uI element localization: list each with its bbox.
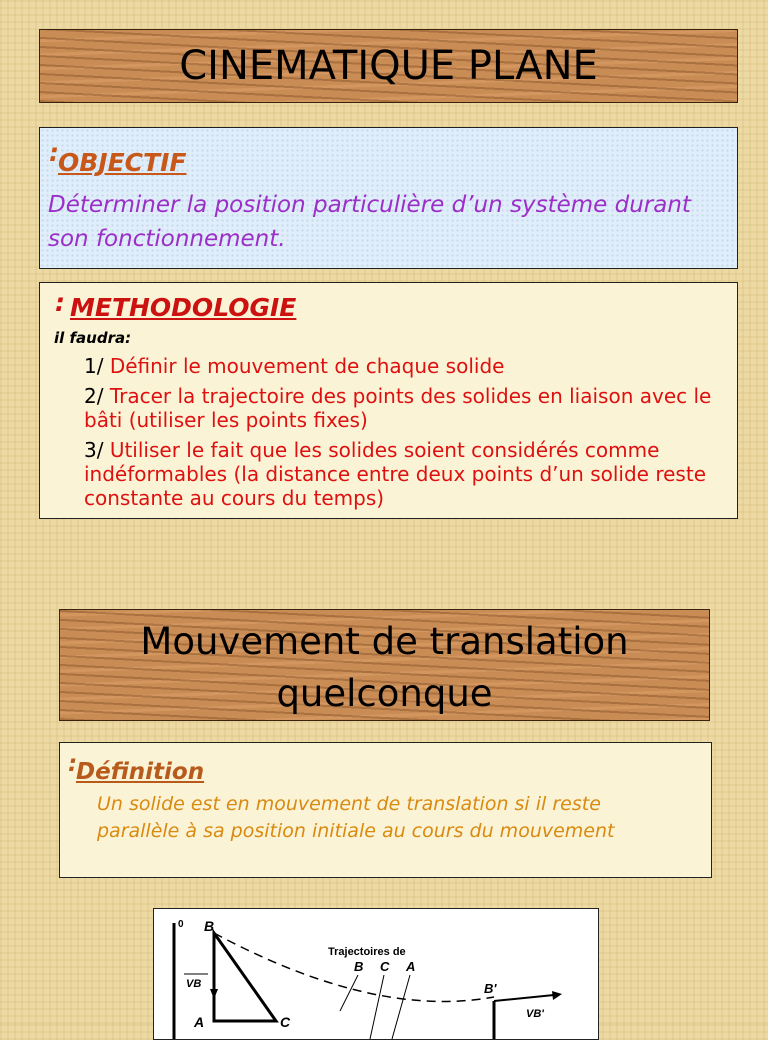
caption-b-label: B — [354, 959, 364, 974]
definition-heading: Définition — [76, 759, 205, 785]
trajectory-caption: Trajectoires de — [328, 946, 406, 958]
section-title-banner — [59, 609, 710, 721]
main-title-banner — [39, 29, 738, 103]
section-title: Mouvement de translation quelconque — [140, 620, 629, 715]
objectif-heading-line — [49, 138, 187, 177]
methodologie-box — [39, 282, 738, 519]
main-title: CINEMATIQUE PLANE — [179, 43, 598, 89]
definition-box — [59, 742, 712, 878]
objectif-box — [39, 127, 738, 269]
vector-vb-label: VB — [186, 978, 202, 990]
methodologie-intro: il faudra: — [54, 329, 132, 347]
definition-heading-line — [68, 751, 205, 785]
step-text: Définir le mouvement de chaque solide — [109, 354, 505, 378]
methodologie-heading: METHODOLOGIE — [70, 293, 297, 322]
step-item — [84, 384, 724, 432]
point-b-prime-label: B' — [484, 981, 497, 996]
objectif-colon: : — [49, 138, 59, 167]
velocity-vb-arrowhead — [210, 989, 218, 999]
vector-vb-prime-label: VB' — [526, 1008, 544, 1020]
methodologie-steps — [84, 354, 724, 516]
caption-a-label: A — [406, 959, 416, 974]
methodologie-heading-line — [55, 288, 297, 322]
objectif-text: Déterminer la position particulière d’un système durant son fonctionnement. — [48, 192, 691, 252]
leader-b — [340, 975, 358, 1011]
step-number: 1/ — [84, 354, 110, 378]
step-item — [84, 354, 724, 378]
leader-c — [370, 975, 384, 1039]
translation-figure — [153, 908, 599, 1040]
point-a-label: A — [194, 1014, 205, 1030]
velocity-vb-prime-arrowhead — [552, 991, 562, 1000]
point-b-label: B — [204, 918, 215, 934]
step-number: 2/ — [84, 384, 110, 408]
definition-text: Un solide est en mouvement de translation si il reste parallèle à sa position initiale au cours du mouvement — [97, 793, 615, 842]
step-item — [84, 438, 724, 510]
methodologie-colon: : — [55, 288, 65, 317]
definition-colon: : — [68, 751, 78, 777]
origin-label: 0 — [178, 919, 184, 930]
objectif-heading: OBJECTIF — [58, 148, 187, 177]
caption-c-label: C — [380, 959, 390, 974]
translation-diagram — [154, 909, 598, 1039]
step-text: Tracer la trajectoire des points des solides en liaison avec le bâti (utiliser les points fixes) — [84, 384, 712, 432]
point-c-label: C — [280, 1014, 291, 1030]
velocity-vb-prime-arrow — [494, 995, 554, 1001]
step-text: Utiliser le fait que les solides soient considérés comme indéformables (la distance entre deux points d’un solide reste constante au cours du temps) — [84, 438, 706, 510]
step-number: 3/ — [84, 438, 110, 462]
solid-triangle — [214, 933, 276, 1021]
leader-a — [392, 975, 410, 1039]
